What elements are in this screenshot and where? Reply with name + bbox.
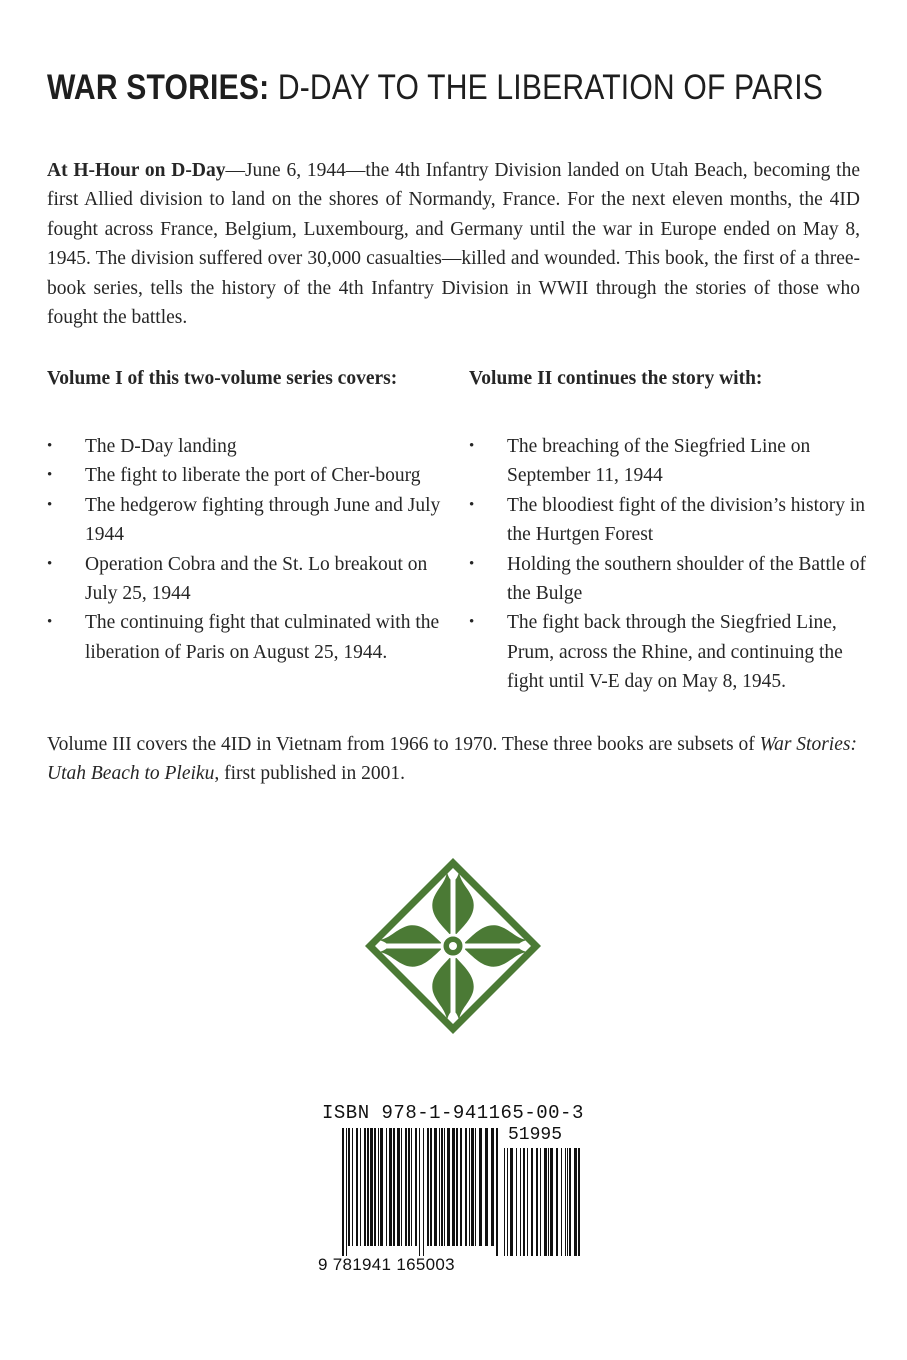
title-series: WAR STORIES:: [47, 68, 270, 107]
title-subtitle: D-DAY TO THE LIBERATION OF PARIS: [277, 68, 824, 107]
ivy-leaf-insignia-icon: [361, 854, 545, 1038]
volume-1-list: [47, 432, 447, 667]
volume-2-list: [469, 432, 869, 697]
list-item: • The continuing fight that culminated with the liberation of Paris on August 25, 1944.: [47, 608, 447, 667]
outro-text-before: Volume III covers the 4ID in Vietnam from 1966 to 1970. These three books are subsets of: [47, 734, 760, 755]
intro-lead: At H-Hour on D-Day: [47, 160, 226, 181]
price-code: 51995: [508, 1125, 563, 1145]
volume-2-heading: Volume II continues the story with:: [469, 368, 763, 389]
volume-1-column: [47, 366, 447, 667]
volume-1-heading: Volume I of this two-volume series covers:: [47, 368, 398, 389]
list-item: • The D-Day landing: [47, 432, 447, 461]
intro-paragraph: [47, 156, 860, 332]
intro-text: —June 6, 1944—the 4th Infantry Division landed on Utah Beach, becoming the first Allied division to land on the shores of Normandy, France. For the next eleven months, the 4ID fought across France, Belgium, Luxembourg, and Germany until the war in Europe ended on May 8, 1945. The division suffered over 30,000 casualties—killed and wounded. This book, the first of a three-book series, tells the history of the 4th Infantry Division in WWII through the stories of those who fought the battles.: [47, 160, 860, 329]
list-item: • The bloodiest fight of the division’s history in the Hurtgen Forest: [469, 491, 869, 550]
barcode-icon: [318, 1100, 588, 1280]
outro-text-after: , first published in 2001.: [214, 763, 405, 785]
volume-2-column: [469, 366, 869, 697]
list-item: • The fight to liberate the port of Cher-bourg: [47, 461, 447, 490]
list-item: • Holding the southern shoulder of the Battle of the Bulge: [469, 550, 869, 609]
book-title: War Stories: Utah Beach to Pleiku: [47, 734, 857, 785]
list-item: • The hedgerow fighting through June and July 1944: [47, 491, 447, 550]
outro-paragraph: [47, 730, 867, 789]
list-item: • The breaching of the Siegfried Line on September 11, 1944: [469, 432, 869, 491]
list-item: • The fight back through the Siegfried Line, Prum, across the Rhine, and continuing the fight until V-E day on May 8, 1945.: [469, 608, 869, 696]
barcode-digits: 9 781941 165003: [318, 1255, 455, 1274]
isbn-label: ISBN 978-1-941165-00-3: [322, 1102, 584, 1124]
list-item: • Operation Cobra and the St. Lo breakout on July 25, 1944: [47, 550, 447, 609]
page-title: [47, 68, 824, 108]
